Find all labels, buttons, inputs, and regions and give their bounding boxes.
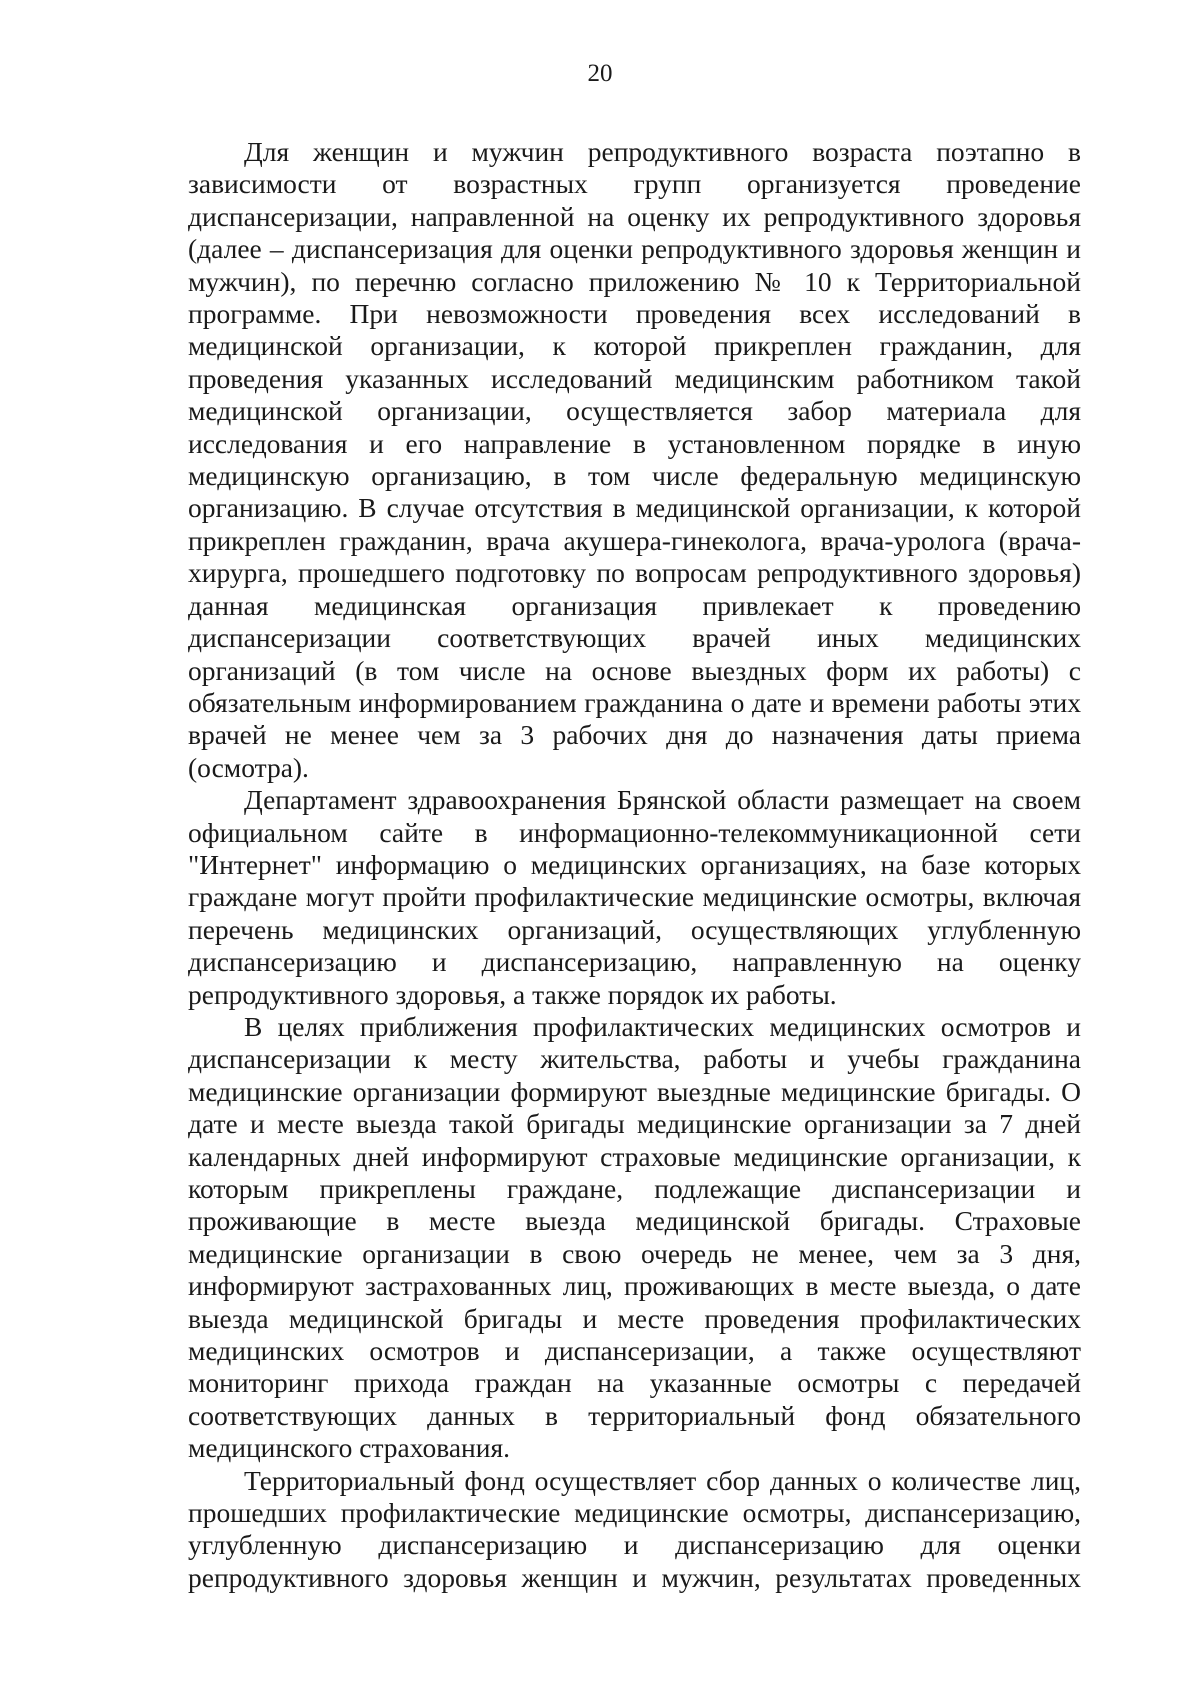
text-line: "Интернет" информацию о медицинских организациях, на базе которых <box>188 848 1081 880</box>
text-line: медицинской организации, к которой прикреплен гражданин, для <box>188 330 1081 362</box>
text-line: исследования и его направление в установленном порядке в иную <box>188 427 1081 459</box>
text-line: данная медицинская организация привлекает к проведению <box>188 589 1081 621</box>
text-line: программе. При невозможности проведения всех исследований в <box>188 298 1081 330</box>
text-line: дате и месте выезда такой бригады медицинские организации за 7 дней <box>188 1108 1081 1140</box>
paragraph-mobile-brigades <box>188 1011 1081 1465</box>
text-line: граждане могут пройти профилактические медицинские осмотры, включая <box>188 881 1081 913</box>
text-line: репродуктивного здоровья, а также порядок их работы. <box>188 978 837 1010</box>
text-line: В целях приближения профилактических медицинских осмотров и <box>244 1010 1081 1042</box>
text-line: мониторинг прихода граждан на указанные осмотры с передачей <box>188 1367 1081 1399</box>
text-line: диспансеризации к месту жительства, работы и учебы гражданина <box>188 1043 1081 1075</box>
paragraph-reproductive-screening <box>188 136 1081 784</box>
text-line: организаций (в том числе на основе выездных форм их работы) с <box>188 654 1081 686</box>
text-line: соответствующих данных в территориальный фонд обязательного <box>188 1399 1081 1431</box>
text-line: прикреплен гражданин, врача акушера-гинеколога, врача-уролога (врача- <box>188 524 1081 556</box>
paragraph-territorial-fund <box>188 1465 1081 1595</box>
text-line: Департамент здравоохранения Брянской области размещает на своем <box>244 784 1081 816</box>
paragraph-department-website <box>188 784 1081 1011</box>
text-line: перечень медицинских организаций, осуществляющих углубленную <box>188 913 1081 945</box>
text-line: Для женщин и мужчин репродуктивного возраста поэтапно в <box>244 136 1081 167</box>
page-number: 20 <box>587 60 613 87</box>
text-line: углубленную диспансеризацию и диспансеризацию для оценки <box>188 1529 1081 1561</box>
text-line: медицинского страхования. <box>188 1432 510 1464</box>
text-line: мужчин), по перечню согласно приложению № 10 к Территориальной <box>188 265 1081 297</box>
text-line: зависимости от возрастных групп организуется проведение <box>188 168 1081 200</box>
text-line: Территориальный фонд осуществляет сбор данных о количестве лиц, <box>244 1464 1081 1496</box>
text-line: врачей не менее чем за 3 рабочих дня до назначения даты приема <box>188 719 1081 751</box>
text-line: медицинских осмотров и диспансеризации, а также осуществляют <box>188 1335 1081 1367</box>
text-line: организацию. В случае отсутствия в медицинской организации, к которой <box>188 492 1081 524</box>
text-line: диспансеризации, направленной на оценку их репродуктивного здоровья <box>188 200 1081 232</box>
text-line: медицинской организации, осуществляется забор материала для <box>188 395 1081 427</box>
text-line: обязательным информированием гражданина о дате и времени работы этих <box>188 686 1081 718</box>
text-line: проведения указанных исследований медицинским работником такой <box>188 362 1081 394</box>
text-line: информируют застрахованных лиц, проживающих в месте выезда, о дате <box>188 1270 1081 1302</box>
text-line: выезда медицинской бригады и месте проведения профилактических <box>188 1302 1081 1334</box>
text-line: репродуктивного здоровья женщин и мужчин, результатах проведенных <box>188 1561 1081 1593</box>
text-line: которым прикреплены граждане, подлежащие диспансеризации и <box>188 1173 1081 1204</box>
text-line: официальном сайте в информационно-телекоммуникационной сети <box>188 816 1081 848</box>
text-line: диспансеризацию и диспансеризацию, направленную на оценку <box>188 946 1081 978</box>
text-line: календарных дней информируют страховые медицинские организации, к <box>188 1140 1081 1172</box>
text-line: (осмотра). <box>188 751 309 783</box>
text-line: прошедших профилактические медицинские осмотры, диспансеризацию, <box>188 1497 1081 1529</box>
text-line: хирурга, прошедшего подготовку по вопросам репродуктивного здоровья) <box>188 557 1081 589</box>
text-line: проживающие в месте выезда медицинской бригады. Страховые <box>188 1205 1081 1237</box>
text-line: (далее – диспансеризация для оценки репродуктивного здоровья женщин и <box>188 233 1081 265</box>
text-line: медицинские организации в свою очередь не менее, чем за 3 дня, <box>188 1237 1081 1269</box>
document-body <box>188 136 1081 1594</box>
text-line: диспансеризации соответствующих врачей иных медицинских <box>188 622 1081 654</box>
text-line: медицинские организации формируют выездные медицинские бригады. О <box>188 1075 1081 1107</box>
text-line: медицинскую организацию, в том числе федеральную медицинскую <box>188 460 1081 492</box>
